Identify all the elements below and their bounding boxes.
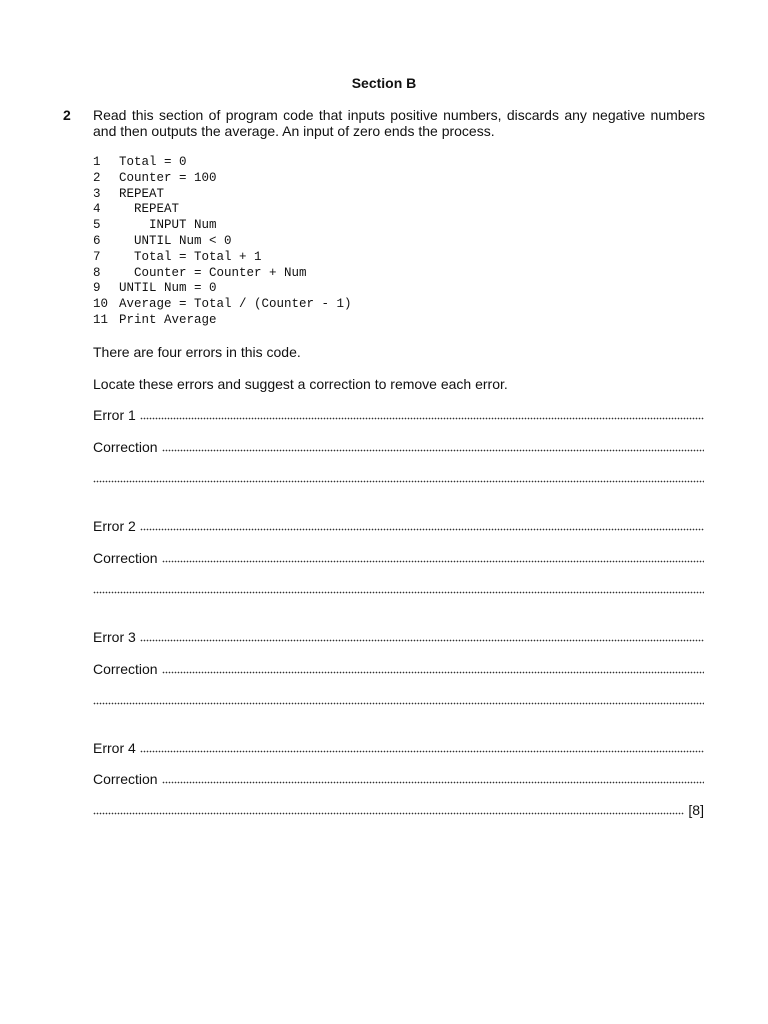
code-text: UNTIL Num < 0 — [119, 233, 232, 248]
code-text: REPEAT — [119, 202, 180, 217]
correction-2-line[interactable] — [93, 550, 704, 566]
dotted-answer-line — [140, 750, 704, 753]
dotted-answer-line — [93, 480, 704, 483]
question-number: 2 — [63, 107, 71, 123]
code-line — [93, 234, 352, 250]
code-line — [93, 266, 352, 282]
line-number: 3 — [93, 186, 101, 201]
question-text: Read this section of program code that inputs positive numbers, discards any negative numbers and then outputs the average. An input of zero ends the process. — [93, 107, 705, 139]
code-text: INPUT Num — [119, 218, 217, 233]
error-2-line[interactable] — [93, 518, 704, 534]
correction-label: Correction — [93, 661, 158, 677]
line-number: 2 — [93, 170, 101, 185]
dotted-answer-line — [93, 812, 684, 815]
code-listing — [93, 155, 352, 329]
correction-1-line[interactable] — [93, 439, 704, 455]
error-1-line[interactable] — [93, 407, 704, 423]
marks-allocation: [8] — [688, 802, 704, 818]
dotted-answer-line — [162, 781, 704, 784]
code-text: Total = 0 — [119, 155, 187, 169]
dotted-answer-line — [140, 417, 704, 420]
line-number: 10 — [93, 297, 109, 312]
correction-2-continuation-line[interactable] — [93, 581, 704, 597]
correction-label: Correction — [93, 550, 158, 566]
correction-4-continuation-line[interactable] — [93, 802, 704, 818]
section-title: Section B — [351, 75, 417, 91]
line-number: 9 — [93, 281, 101, 296]
line-number: 4 — [93, 202, 101, 217]
correction-3-line[interactable] — [93, 661, 704, 677]
line-number: 5 — [93, 218, 101, 233]
dotted-answer-line — [162, 671, 704, 674]
dotted-answer-line — [162, 449, 704, 452]
code-text: Counter = 100 — [119, 170, 217, 185]
correction-3-continuation-line[interactable] — [93, 692, 704, 708]
code-line — [93, 313, 352, 329]
correction-label: Correction — [93, 771, 158, 787]
error-label: Error 1 — [93, 407, 136, 423]
correction-label: Correction — [93, 439, 158, 455]
dotted-answer-line — [93, 591, 704, 594]
line-number: 11 — [93, 312, 109, 327]
code-line — [93, 297, 352, 313]
error-label: Error 4 — [93, 740, 136, 756]
code-text: Average = Total / (Counter - 1) — [119, 297, 352, 312]
code-line — [93, 202, 352, 218]
correction-4-line[interactable] — [93, 771, 704, 787]
code-line — [93, 171, 352, 187]
code-text: Print Average — [119, 312, 217, 327]
code-line — [93, 218, 352, 234]
line-number: 8 — [93, 265, 101, 280]
line-number: 6 — [93, 233, 101, 248]
instruction-text: Locate these errors and suggest a correction to remove each error. — [93, 376, 508, 392]
code-text: UNTIL Num = 0 — [119, 281, 217, 296]
dotted-answer-line — [93, 702, 704, 705]
error-label: Error 2 — [93, 518, 136, 534]
error-label: Error 3 — [93, 629, 136, 645]
error-3-line[interactable] — [93, 629, 704, 645]
correction-1-continuation-line[interactable] — [93, 470, 704, 486]
line-number: 7 — [93, 249, 101, 264]
code-line — [93, 281, 352, 297]
error-4-line[interactable] — [93, 740, 704, 756]
code-text: Total = Total + 1 — [119, 249, 262, 264]
code-text: REPEAT — [119, 186, 165, 201]
code-text: Counter = Counter + Num — [119, 265, 307, 280]
line-number: 1 — [93, 155, 101, 169]
code-line — [93, 155, 352, 171]
dotted-answer-line — [140, 528, 704, 531]
statement-text: There are four errors in this code. — [93, 344, 301, 360]
dotted-answer-line — [162, 560, 704, 563]
dotted-answer-line — [140, 639, 704, 642]
code-line — [93, 250, 352, 266]
code-line — [93, 187, 352, 203]
